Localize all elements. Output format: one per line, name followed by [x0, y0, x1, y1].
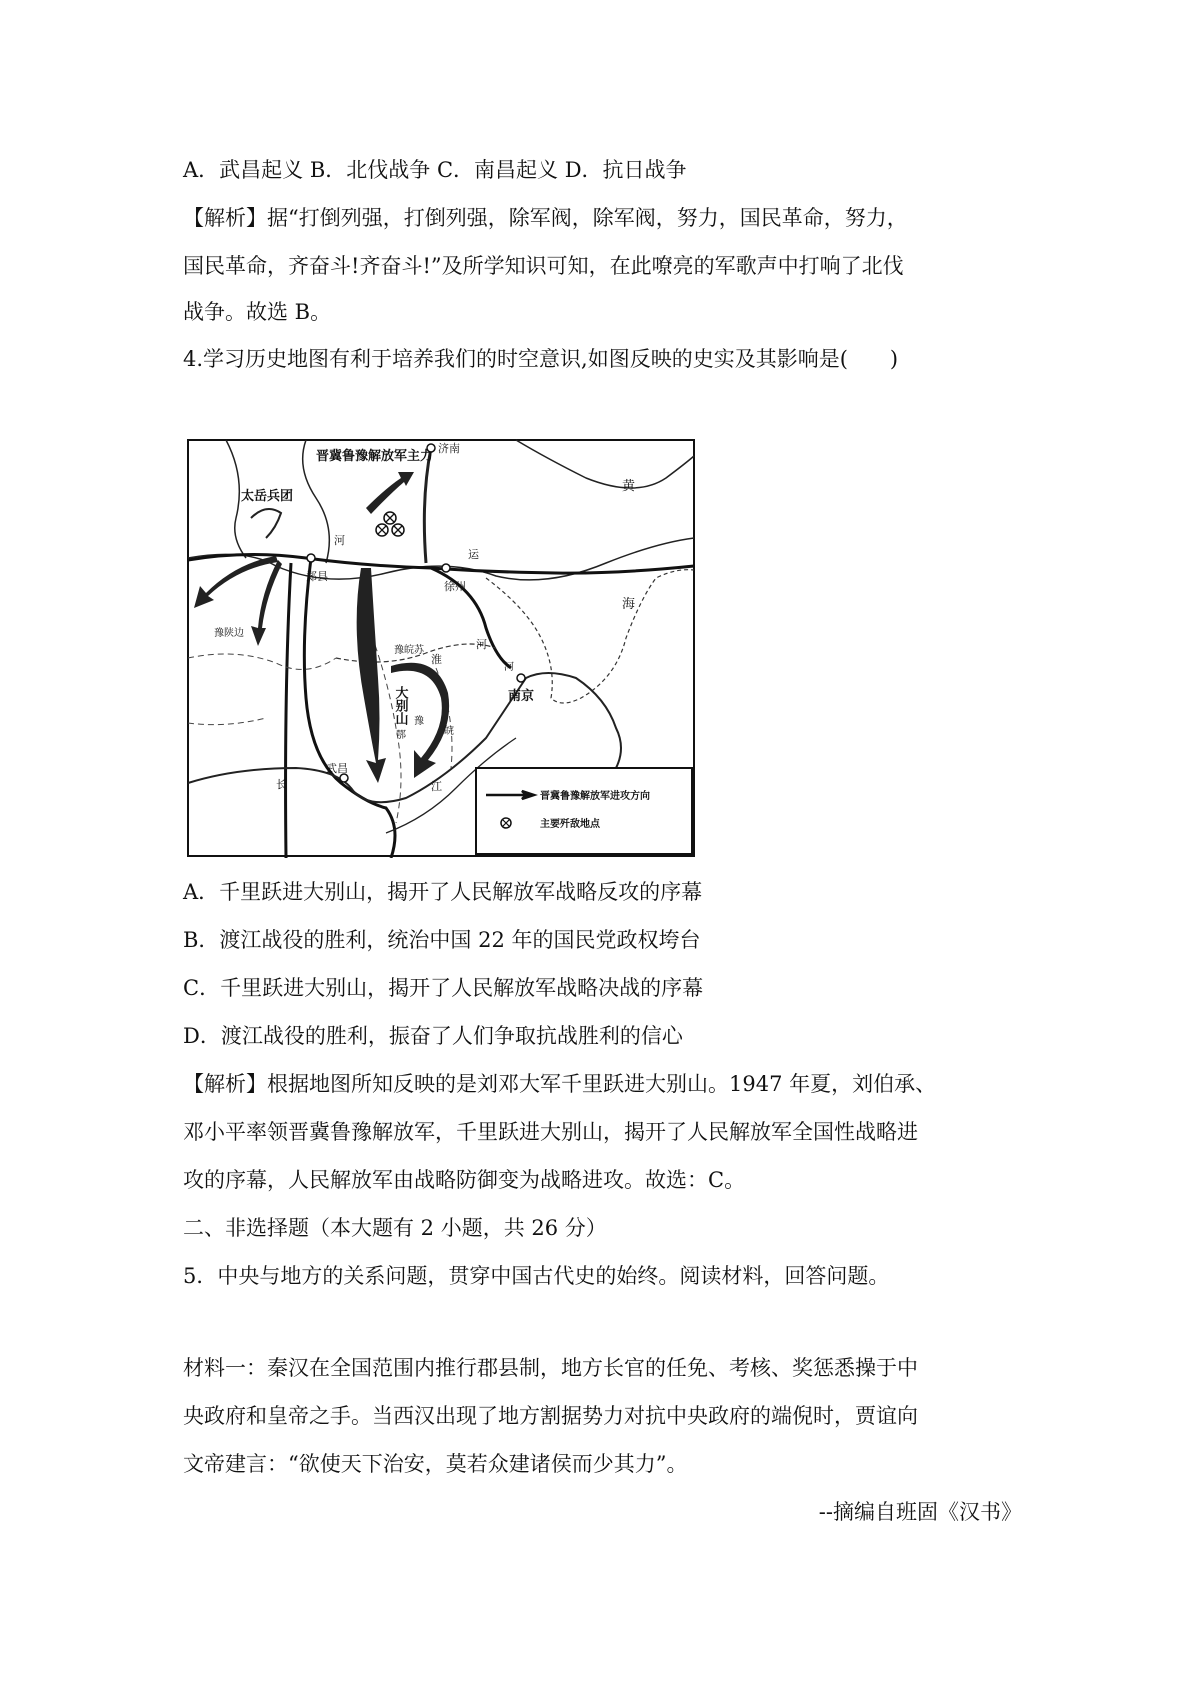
section-heading: 二、非选择题（本大题有 2 小题，共 26 分） [183, 1216, 607, 1240]
label-taiyue: 太岳兵团 [241, 489, 294, 504]
historical-map [186, 438, 696, 858]
label-nanjing: 南京 [508, 689, 535, 704]
q3-analysis-line-3: 战争。故选 B。 [183, 300, 332, 324]
label-dabie: 大别山 [392, 686, 408, 725]
q3-options: A．武昌起义 B．北伐战争 C．南昌起义 D．抗日战争 [183, 158, 687, 182]
city-zhengxian-marker [307, 554, 315, 562]
label-changjiang1: 长 [276, 778, 287, 791]
city-xuzhou-marker [442, 564, 450, 572]
label-army: 晋冀鲁豫解放军主力 [316, 449, 434, 464]
battle-site-1 [376, 524, 388, 536]
city-wuchang-marker [340, 774, 348, 782]
q3-analysis-line-1: 【解析】据“打倒列强，打倒列强，除军阀，除军阀，努力，国民革命，努力， [183, 206, 908, 230]
material1-line-2: 央政府和皇帝之手。当西汉出现了地方割据势力对抗中央政府的端倪时，贾谊向 [183, 1404, 918, 1428]
label-huang: 黄 [622, 479, 636, 494]
q4-option-d: D．渡江战役的胜利，振奋了人们争取抗战胜利的信心 [183, 1024, 683, 1048]
battle-site-2 [392, 524, 404, 536]
label-yu2: 豫 [414, 716, 424, 727]
label-huai: 淮 [431, 653, 442, 666]
label-wan: 皖 [444, 726, 454, 737]
city-nanjing-marker [517, 674, 525, 682]
label-jinan: 济南 [438, 442, 460, 455]
q3-analysis-line-2: 国民革命，齐奋斗!齐奋斗!”及所学知识可知，在此嘹亮的军歌声中打响了北伐 [183, 254, 904, 278]
q4-analysis-line-3: 攻的序幕，人民解放军由战略防御变为战略进攻。故选：C。 [183, 1168, 746, 1192]
legend-box [476, 768, 692, 854]
label-zhengxian: 郑县 [306, 570, 328, 583]
label-wuchang: 武昌 [326, 762, 348, 775]
label-changjiang2: 江 [431, 780, 442, 793]
label-he: 河 [334, 534, 345, 547]
q4-analysis-line-2: 邓小平率领晋冀鲁豫解放军，千里跃进大别山，揭开了人民解放军全国性战略进 [183, 1120, 918, 1144]
label-eyu: 鄂 [396, 730, 406, 741]
q4-option-c: C．千里跃进大别山，揭开了人民解放军战略决战的序幕 [183, 976, 704, 1000]
legend-site-label: 主要歼敌地点 [540, 819, 600, 830]
label-huaihe2: 河 [476, 638, 487, 651]
q4-option-a: A．千里跃进大别山，揭开了人民解放军战略反攻的序幕 [183, 880, 703, 904]
legend-arrow-label: 晋冀鲁豫解放军进攻方向 [540, 791, 650, 802]
label-hai: 海 [622, 597, 636, 612]
q5-stem: 5．中央与地方的关系问题，贯穿中国古代史的始终。阅读材料，回答问题。 [183, 1264, 890, 1288]
legend-site-symbol [501, 818, 511, 828]
label-he2: 河 [504, 662, 514, 673]
label-xuzhou: 徐州 [444, 580, 466, 593]
battle-site-3 [384, 512, 396, 524]
material1-source: --摘编自班固《汉书》 [818, 1500, 1022, 1524]
q4-analysis-line-1: 【解析】根据地图所知反映的是刘邓大军千里跃进大别山。1947 年夏，刘伯承、 [183, 1072, 937, 1096]
label-yun: 运 [468, 548, 479, 561]
material1-line-1: 材料一：秦汉在全国范围内推行郡县制，地方长官的任免、考核、奖惩悉操于中 [183, 1356, 918, 1380]
label-yushaan: 豫陕边 [214, 628, 244, 639]
label-yuwansu: 豫皖苏 [394, 645, 424, 656]
q4-option-b: B．渡江战役的胜利，统治中国 22 年的国民党政权垮台 [183, 928, 701, 952]
material1-line-3: 文帝建言：“欲使天下治安，莫若众建诸侯而少其力”。 [183, 1452, 688, 1476]
q4-stem: 4.学习历史地图有利于培养我们的时空意识,如图反映的史实及其影响是( ) [183, 347, 899, 371]
